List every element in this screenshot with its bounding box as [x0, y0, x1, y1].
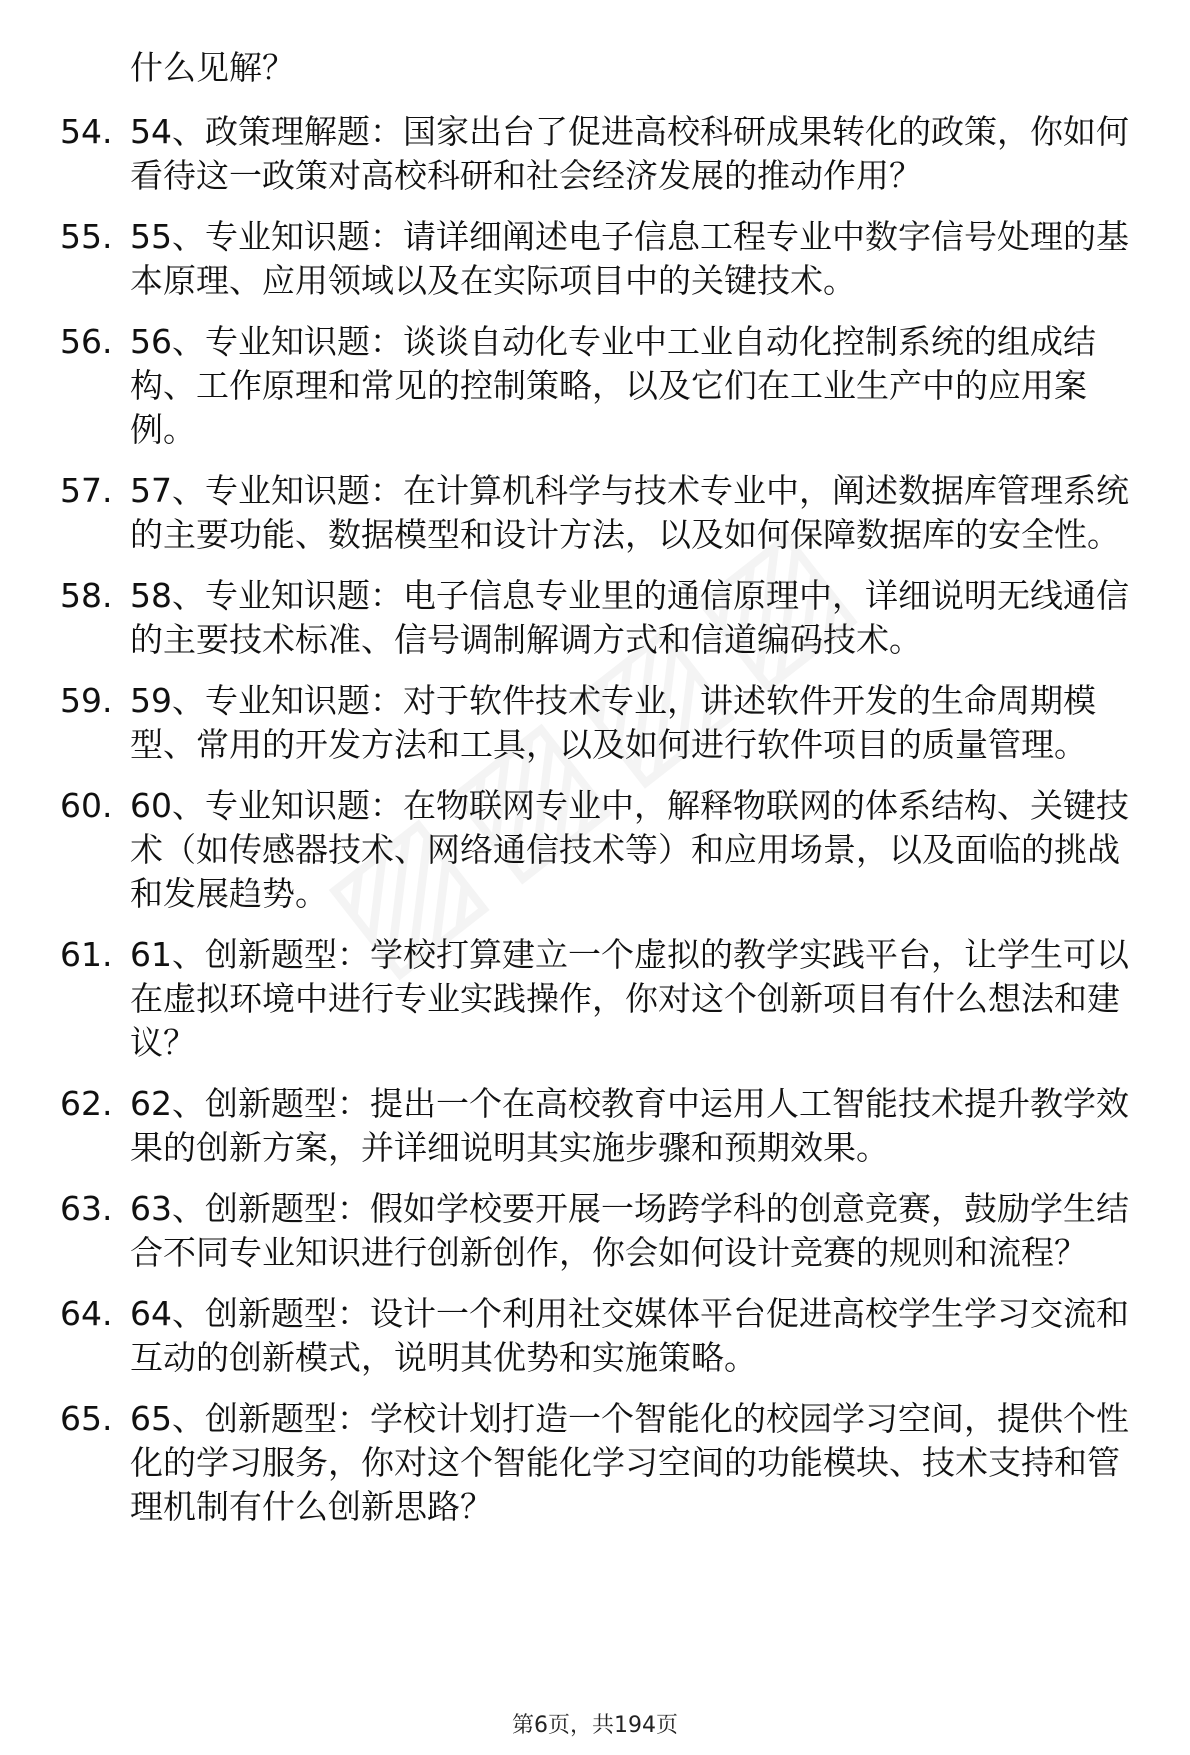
question-number: 65.: [60, 1399, 113, 1438]
question-text: 59、专业知识题：对于软件技术专业，讲述软件开发的生命周期模型、常用的开发方法和工具，以及如何进行软件项目的质量管理。: [130, 681, 1096, 764]
question-number: 64.: [60, 1294, 113, 1333]
question-number: 56.: [60, 322, 113, 361]
question-text: 56、专业知识题：谈谈自动化专业中工业自动化控制系统的组成结构、工作原理和常见的控制策略，以及它们在工业生产中的应用案例。: [130, 322, 1096, 449]
question-item-65: [60, 1397, 1150, 1529]
question-text: 54、政策理解题：国家出台了促进高校科研成果转化的政策，你如何看待这一政策对高校科研和社会经济发展的推动作用？: [130, 112, 1129, 195]
question-item-64: [60, 1292, 1150, 1380]
question-text: 64、创新题型：设计一个利用社交媒体平台促进高校学生学习交流和互动的创新模式，说明其优势和实施策略。: [130, 1294, 1129, 1377]
question-number: 58.: [60, 576, 113, 615]
question-item-56: [60, 320, 1150, 452]
question-text: 62、创新题型：提出一个在高校教育中运用人工智能技术提升教学效果的创新方案，并详细说明其实施步骤和预期效果。: [130, 1084, 1129, 1167]
question-item-57: [60, 469, 1150, 557]
question-item-58: [60, 574, 1150, 662]
question-number: 55.: [60, 217, 113, 256]
question-item-55: [60, 215, 1150, 303]
question-number: 63.: [60, 1189, 113, 1228]
question-text: 60、专业知识题：在物联网专业中，解释物联网的体系结构、关键技术（如传感器技术、网络通信技术等）和应用场景，以及面临的挑战和发展趋势。: [130, 786, 1129, 913]
question-item-61: [60, 933, 1150, 1065]
question-item-54: [60, 110, 1150, 198]
question-item-62: [60, 1082, 1150, 1170]
page-footer: 第6页，共194页: [512, 1713, 678, 1738]
question-number: 54.: [60, 112, 113, 151]
question-list: [60, 110, 1150, 1546]
question-item-59: [60, 679, 1150, 767]
question-text: 63、创新题型：假如学校要开展一场跨学科的创意竞赛，鼓励学生结合不同专业知识进行创新创作，你会如何设计竞赛的规则和流程？: [130, 1189, 1129, 1272]
question-item-60: [60, 784, 1150, 916]
question-text: 58、专业知识题：电子信息专业里的通信原理中，详细说明无线通信的主要技术标准、信号调制解调方式和信道编码技术。: [130, 576, 1129, 659]
question-number: 57.: [60, 471, 113, 510]
question-number: 62.: [60, 1084, 113, 1123]
question-text: 57、专业知识题：在计算机科学与技术专业中，阐述数据库管理系统的主要功能、数据模型和设计方法，以及如何保障数据库的安全性。: [130, 471, 1129, 554]
question-number: 60.: [60, 786, 113, 825]
question-text: 55、专业知识题：请详细阐述电子信息工程专业中数字信号处理的基本原理、应用领域以及在实际项目中的关键技术。: [130, 217, 1129, 300]
continuation-text: 什么见解？: [130, 48, 295, 87]
question-item-63: [60, 1187, 1150, 1275]
question-number: 61.: [60, 935, 113, 974]
question-number: 59.: [60, 681, 113, 720]
question-text: 61、创新题型：学校打算建立一个虚拟的教学实践平台，让学生可以在虚拟环境中进行专业实践操作，你对这个创新项目有什么想法和建议？: [130, 935, 1129, 1062]
question-text: 65、创新题型：学校计划打造一个智能化的校园学习空间，提供个性化的学习服务，你对这个智能化学习空间的功能模块、技术支持和管理机制有什么创新思路？: [130, 1399, 1129, 1526]
